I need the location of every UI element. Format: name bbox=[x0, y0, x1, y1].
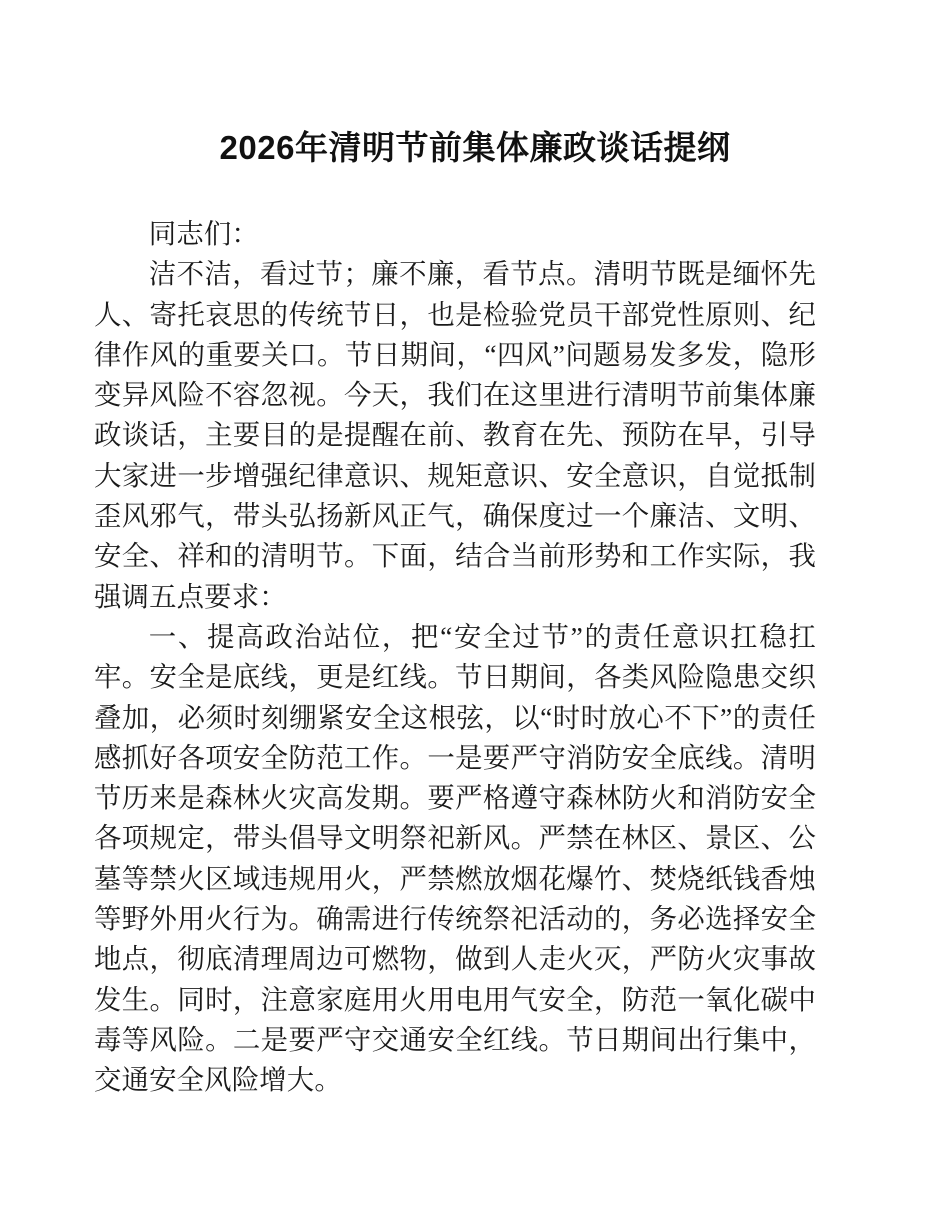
paragraph-opening: 洁不洁，看过节；廉不廉，看节点。清明节既是缅怀先人、寄托哀思的传统节日，也是检验党员干部党性原则、纪律作风的重要关口。节日期间，“四风”问题易发多发，隐形变异风险不容忽视。今天，我们在这里进行清明节前集体廉政谈话，主要目的是提醒在前、教育在先、预防在早，引导大家进一步增强纪律意识、规矩意识、安全意识，自觉抵制歪风邪气，带头弘扬新风正气，确保度过一个廉洁、文明、安全、祥和的清明节。下面，结合当前形势和工作实际，我强调五点要求： bbox=[94, 259, 816, 612]
paragraph-section-one: 一、提高政治站位，把“安全过节”的责任意识扛稳扛牢。安全是底线，更是红线。节日期间，各类风险隐患交织叠加，必须时刻绷紧安全这根弦，以“时时放心不下”的责任感抓好各项安全防范工作。一是要严守消防安全底线。清明节历来是森林火灾高发期。要严格遵守森林防火和消防安全各项规定，带头倡导文明祭祀新风。严禁在林区、景区、公墓等禁火区域违规用火，严禁燃放烟花爆竹、焚烧纸钱香烛等野外用火行为。确需进行传统祭祀活动的，务必选择安全地点，彻底清理周边可燃物，做到人走火灭，严防火灾事故发生。同时，注意家庭用火用电用气安全，防范一氧化碳中毒等风险。二是要严守交通安全红线。节日期间出行集中，交通安全风险增大。 bbox=[94, 621, 816, 1096]
page-title: 2026年清明节前集体廉政谈话提纲 bbox=[219, 129, 731, 167]
document-body bbox=[94, 214, 816, 1101]
paragraph-salutation: 同志们： bbox=[148, 219, 259, 249]
